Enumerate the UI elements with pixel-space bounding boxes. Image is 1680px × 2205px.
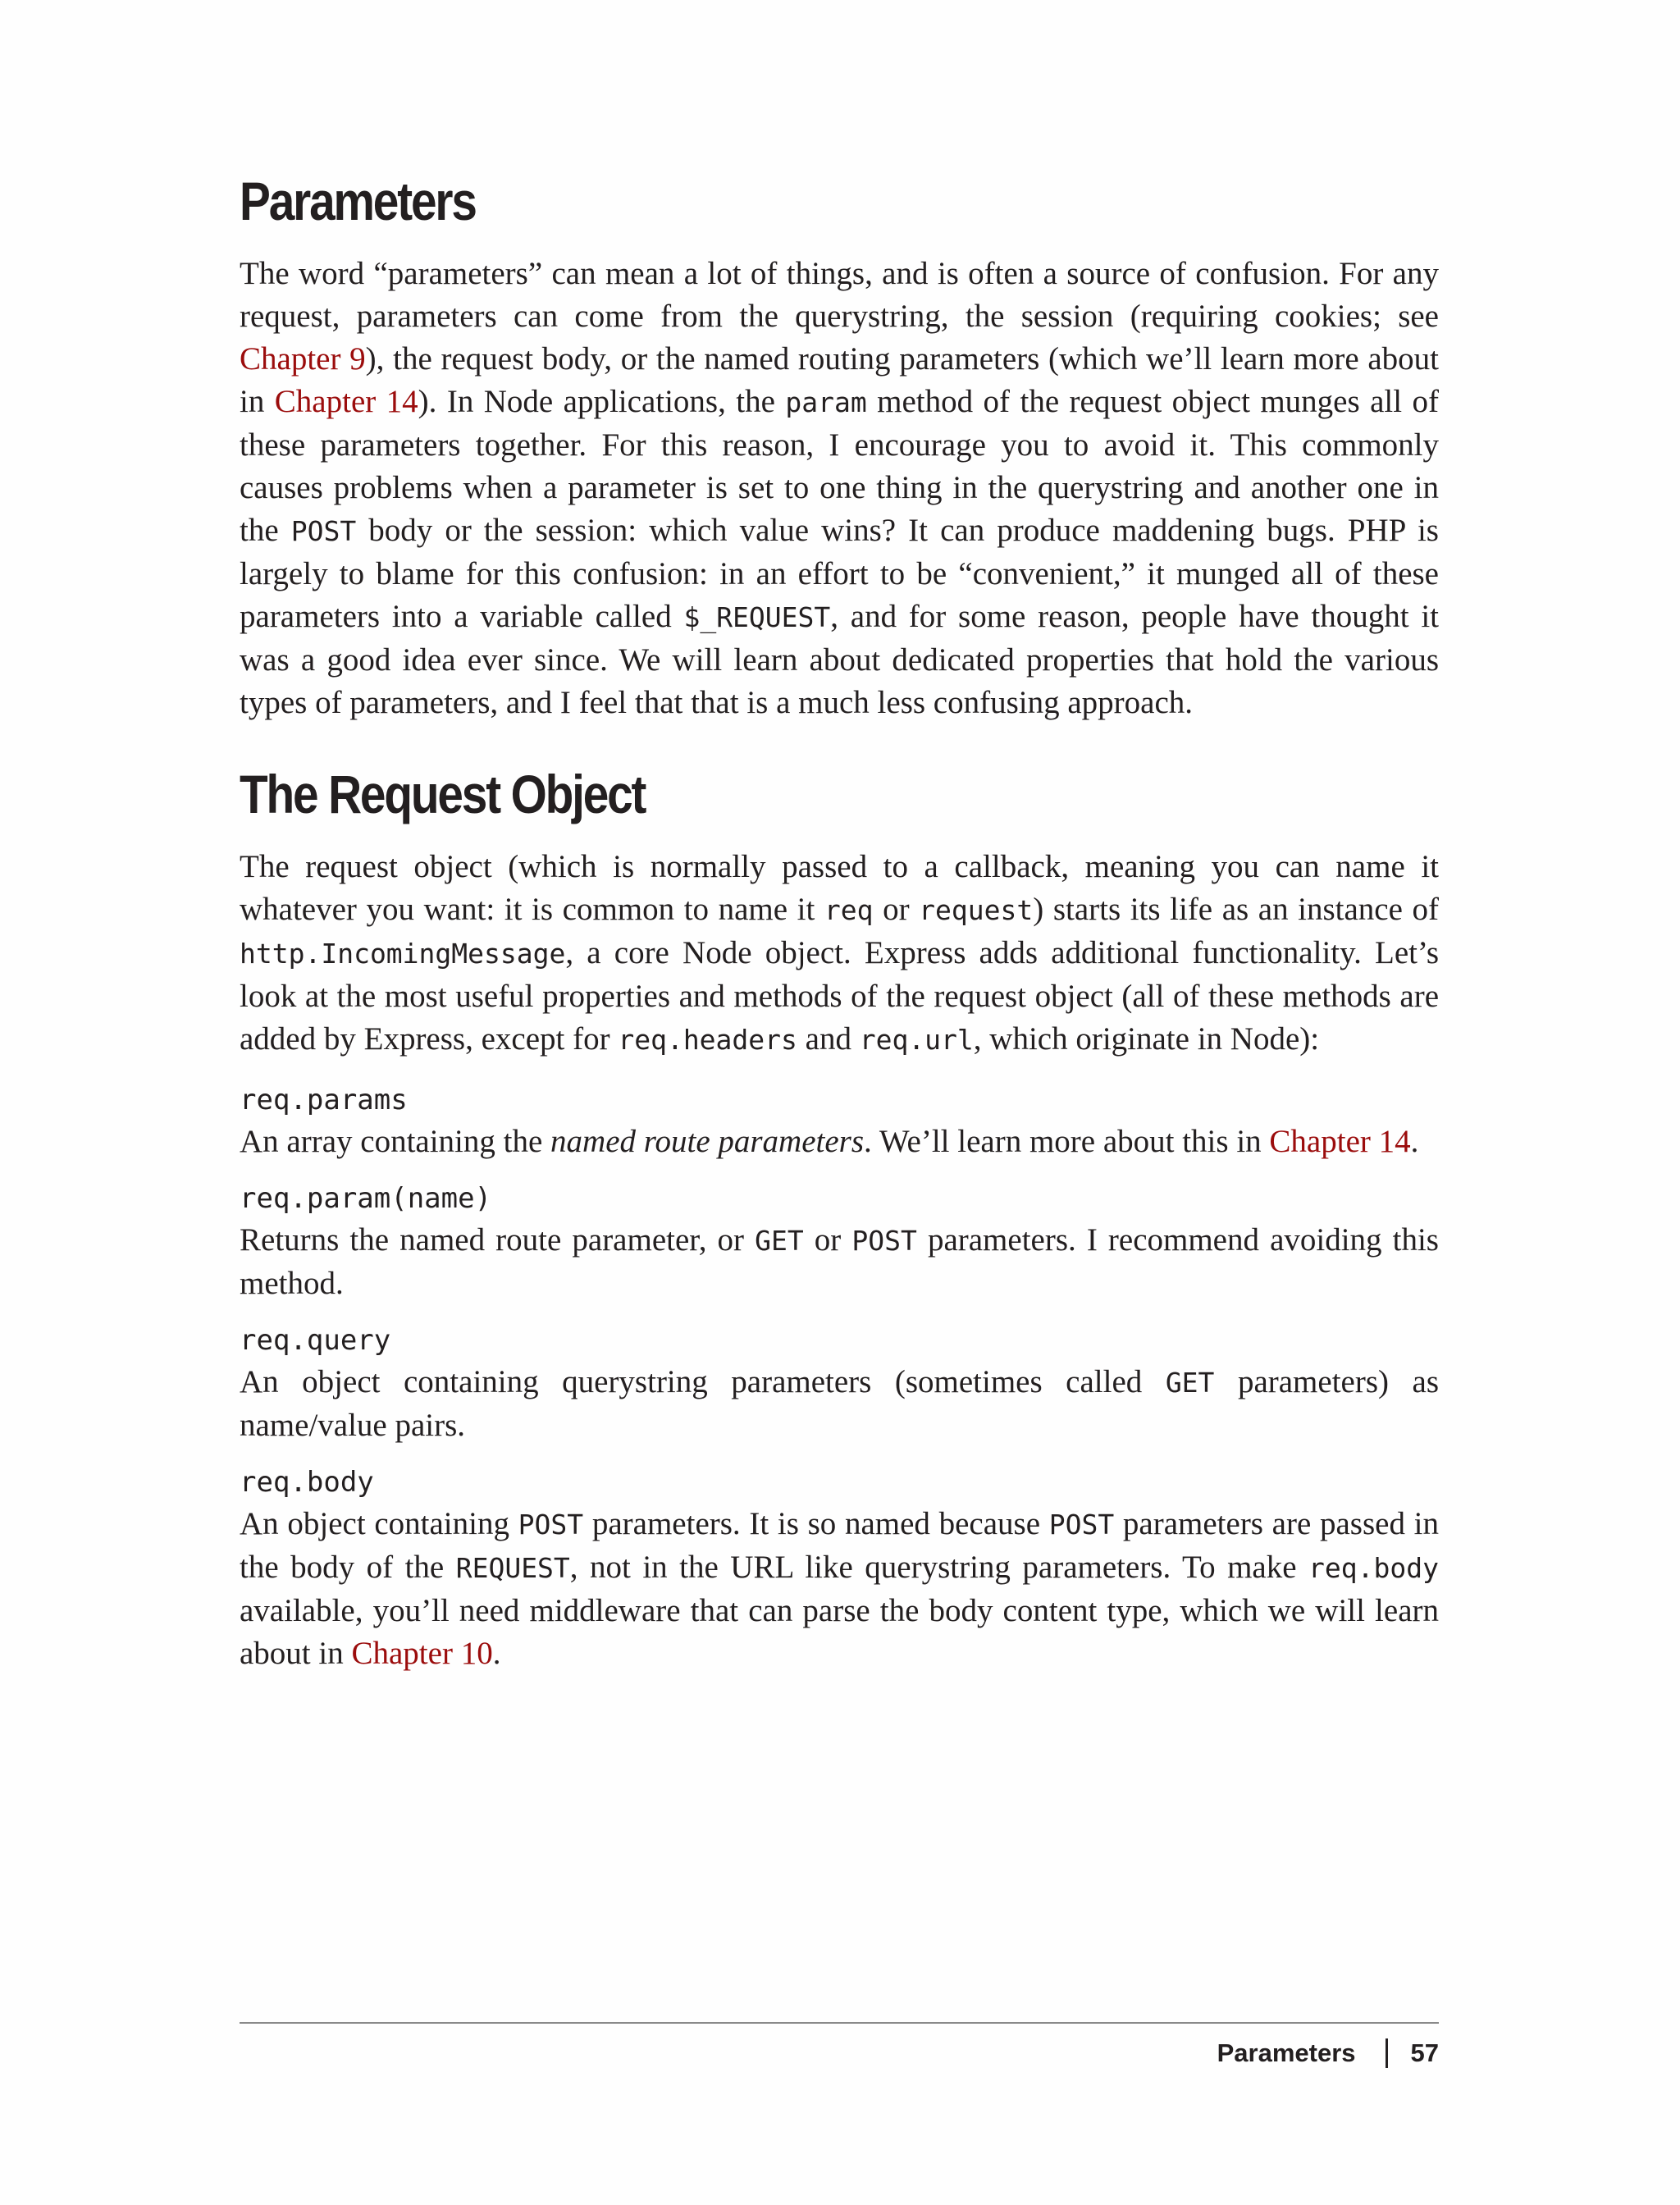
page-content — [240, 164, 1439, 1675]
footer-separator — [1386, 2038, 1388, 2068]
text: . We’ll learn more about this in — [864, 1124, 1270, 1159]
text: ). In Node applications, the — [418, 384, 786, 419]
text: parameters. It is so named because — [583, 1506, 1049, 1541]
text: , which originate in Node): — [973, 1021, 1320, 1057]
text: , a core Node object. Express adds additional functionality. Let’s look at the most useful properties and methods of the request object (all of these methods are added by Express, except for — [240, 935, 1439, 1057]
text: or — [873, 892, 920, 927]
code-get: GET — [755, 1225, 804, 1257]
text: The request object (which is normally passed to a callback, meaning you can name it whatever you want: it is common to name it — [240, 849, 1439, 927]
paragraph-parameters — [240, 253, 1439, 724]
text: ), the request body, or the named routing parameters (which we’ll learn more about in — [240, 341, 1439, 419]
code-req-headers: req.headers — [618, 1024, 797, 1056]
footer-divider — [240, 2022, 1439, 2024]
code-post: POST — [851, 1225, 917, 1257]
text: An object containing — [240, 1506, 518, 1541]
text: ) starts its life as an instance of — [1033, 892, 1439, 927]
definition-list — [240, 1080, 1439, 1675]
text: The word “parameters” can mean a lot of things, and is often a source of confusion. For any request, parameters can come from the querystring, the session (requiring cookies; see — [240, 256, 1439, 334]
code-get: GET — [1165, 1367, 1215, 1399]
text: and — [797, 1021, 860, 1057]
code-dollar-request: $_REQUEST — [683, 601, 831, 633]
text: or — [803, 1222, 852, 1258]
page-number: 57 — [1410, 2038, 1439, 2067]
code-req-body: req.body — [1308, 1552, 1439, 1584]
paragraph-request-object — [240, 846, 1439, 1061]
term-req-param: req.param(name) — [240, 1182, 492, 1215]
definition-req-body — [240, 1503, 1439, 1675]
code-post: POST — [1048, 1509, 1115, 1541]
code-request: request — [919, 894, 1034, 926]
text: method of the request object munges all of these parameters together. For this reason, I encourage you to avoid it. This commonly causes problems when a parameter is set to one thing in the querystring and another one in the — [240, 384, 1439, 548]
text: Returns the named route parameter, or — [240, 1222, 756, 1258]
text: parameters) as name/value pairs. — [240, 1364, 1439, 1443]
code-param: param — [785, 386, 867, 418]
text: , not in the URL like querystring parameters. To make — [569, 1550, 1309, 1585]
text: , and for some reason, people have thought it was a good idea ever since. We will learn about dedicated properties that hold the various types of parameters, and I feel that that is a much less confusing approach. — [240, 599, 1440, 720]
text: An object containing querystring parameters (sometimes called — [240, 1364, 1166, 1399]
section-heading-parameters: Parameters — [240, 171, 476, 231]
text: An array containing the — [240, 1124, 551, 1159]
definition-req-query — [240, 1361, 1439, 1447]
code-req-url: req.url — [859, 1024, 974, 1056]
link-chapter-9[interactable]: Chapter 9 — [240, 341, 366, 377]
link-chapter-14[interactable]: Chapter 14 — [274, 384, 418, 419]
term-req-params: req.params — [240, 1084, 408, 1116]
page-footer — [1217, 2033, 1439, 2074]
text: . — [1410, 1124, 1419, 1159]
code-incoming-message: http.IncomingMessage — [240, 938, 566, 970]
code-post: POST — [518, 1509, 584, 1541]
code-post: POST — [290, 515, 357, 547]
text: parameters are passed in the body of the — [240, 1506, 1439, 1585]
footer-section-title: Parameters — [1217, 2038, 1356, 2067]
text: parameters. I recommend avoiding this method. — [240, 1222, 1439, 1301]
code-req: req — [824, 894, 874, 926]
text: available, you’ll need middleware that can parse the body content type, which we will learn about in — [240, 1593, 1439, 1671]
text: body or the session: which value wins? It can produce maddening bugs. PHP is largely to blame for this confusion: in an effort to be “convenient,” it munged all of these parameters into a variable called — [240, 513, 1439, 634]
link-chapter-10[interactable]: Chapter 10 — [351, 1636, 493, 1671]
code-request-upper: REQUEST — [455, 1552, 570, 1584]
link-chapter-14[interactable]: Chapter 14 — [1269, 1124, 1411, 1159]
definition-req-param — [240, 1219, 1439, 1305]
text: . — [492, 1636, 501, 1671]
section-heading-request-object: The Request Object — [240, 764, 646, 824]
definition-req-params — [240, 1121, 1439, 1163]
term-req-body: req.body — [240, 1466, 374, 1499]
term-req-query: req.query — [240, 1324, 391, 1357]
emphasis: named route parameters — [550, 1124, 865, 1159]
